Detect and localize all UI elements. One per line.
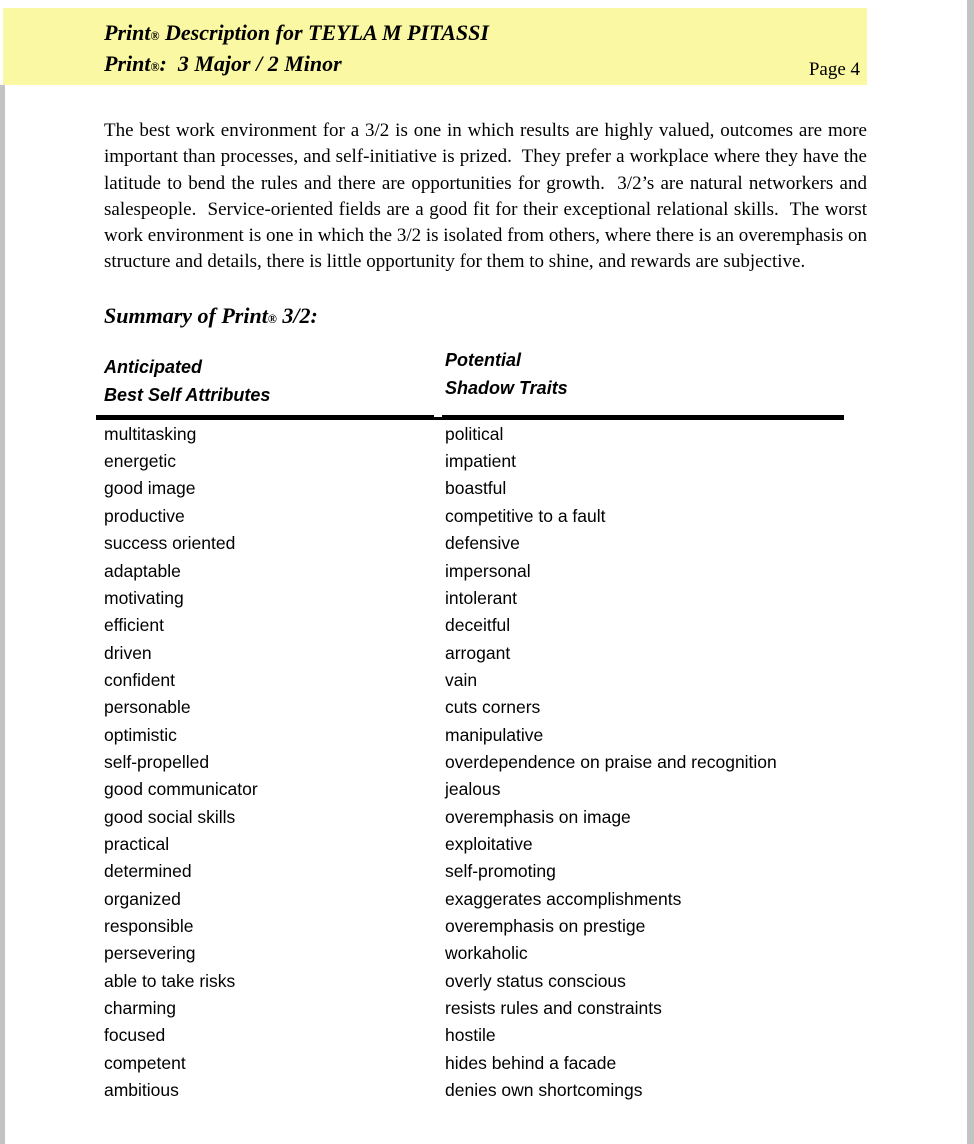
shadow-trait: vain xyxy=(445,669,478,690)
table-row xyxy=(104,1024,867,1051)
best-self-attribute: practical xyxy=(104,833,170,854)
shadow-trait: defensive xyxy=(445,533,520,554)
table-row xyxy=(104,477,867,504)
table-row xyxy=(104,696,867,723)
column-header-best-self xyxy=(104,353,445,409)
table-row xyxy=(104,833,867,860)
best-self-attribute: energetic xyxy=(104,451,176,472)
table-row xyxy=(104,423,867,450)
shadow-trait: hides behind a facade xyxy=(445,1052,617,1073)
table-row xyxy=(104,669,867,696)
best-self-attribute: focused xyxy=(104,1025,166,1046)
shadow-trait: deceitful xyxy=(445,615,511,636)
page-content xyxy=(104,85,872,1106)
best-self-attribute: ambitious xyxy=(104,1080,179,1101)
table-row xyxy=(104,450,867,477)
shadow-trait: self-promoting xyxy=(445,861,556,882)
shadow-trait: overly status conscious xyxy=(445,970,626,991)
best-self-attribute: good communicator xyxy=(104,779,258,800)
shadow-trait: hostile xyxy=(445,1025,496,1046)
summary-heading: Summary of Print® 3/2: xyxy=(104,302,318,328)
body-paragraph: The best work environment for a 3/2 is one in which results are highly valued, outcomes are more important than processes, and self-initiative is prized. They prefer a workplace where they have the latitude to bend the rules and there are opportunities for growth. 3/2’s are natural networkers and salespeople. Service-oriented fields are a good fit for their exceptional relational skills. The worst work environment is one in which the 3/2 is isolated from others, where there is an overemphasis on structure and details, there is little opportunity for them to shine, and rewards are subjective. xyxy=(104,120,872,273)
table-row xyxy=(104,806,867,833)
table-row xyxy=(104,1052,867,1079)
shadow-trait: impatient xyxy=(445,451,517,472)
table-row xyxy=(104,614,867,641)
table-row xyxy=(104,997,867,1024)
best-self-attribute: determined xyxy=(104,861,192,882)
best-self-attribute: good image xyxy=(104,478,196,499)
col1-header-line2: Best Self Attributes xyxy=(104,384,271,405)
col2-header-line1: Potential xyxy=(445,349,522,370)
shadow-trait: workaholic xyxy=(445,943,528,964)
shadow-trait: political xyxy=(445,423,504,444)
table-row xyxy=(104,860,867,887)
report-subtitle: Print®: 3 Major / 2 Minor xyxy=(104,51,342,76)
shadow-trait: exploitative xyxy=(445,833,533,854)
shadow-trait: jealous xyxy=(445,779,501,800)
table-row xyxy=(104,642,867,669)
shadow-trait: cuts corners xyxy=(445,697,541,718)
table-header-rule xyxy=(96,415,844,420)
rule-notch xyxy=(434,415,442,417)
best-self-attribute: competent xyxy=(104,1052,186,1073)
best-self-attribute: success oriented xyxy=(104,533,236,554)
shadow-trait: overdependence on praise and recognition xyxy=(445,751,777,772)
column-header-shadow-traits xyxy=(445,346,867,402)
col2-header-line2: Shadow Traits xyxy=(445,377,568,398)
report-title: Print® Description for TEYLA M PITASSI xyxy=(104,20,489,45)
table-header-row xyxy=(104,349,867,409)
table-row xyxy=(104,888,867,915)
best-self-attribute: able to take risks xyxy=(104,970,236,991)
table-row xyxy=(104,1079,867,1106)
best-self-attribute: responsible xyxy=(104,915,194,936)
shadow-trait: boastful xyxy=(445,478,507,499)
table-row xyxy=(104,915,867,942)
shadow-trait: denies own shortcomings xyxy=(445,1080,643,1101)
shadow-trait: competitive to a fault xyxy=(445,505,606,526)
shadow-trait: exaggerates accomplishments xyxy=(445,888,682,909)
traits-table xyxy=(104,423,867,1107)
best-self-attribute: charming xyxy=(104,998,176,1018)
best-self-attribute: good social skills xyxy=(104,806,236,827)
best-self-attribute: confident xyxy=(104,669,176,690)
table-row xyxy=(104,751,867,778)
best-self-attribute: optimistic xyxy=(104,724,177,745)
table-row xyxy=(104,505,867,532)
best-self-attribute: efficient xyxy=(104,615,164,636)
table-row xyxy=(104,587,867,614)
shadow-trait: impersonal xyxy=(445,560,531,581)
table-row xyxy=(104,970,867,997)
page-number: Page 4 xyxy=(808,59,860,80)
registered-mark: ® xyxy=(150,29,160,43)
header-titles xyxy=(104,19,489,81)
registered-mark: ® xyxy=(150,60,160,74)
col1-header-line1: Anticipated xyxy=(104,356,203,377)
shadow-trait: intolerant xyxy=(445,587,517,608)
shadow-trait: manipulative xyxy=(445,724,544,745)
table-row xyxy=(104,942,867,969)
page-edge-left xyxy=(0,85,5,1144)
best-self-attribute: motivating xyxy=(104,587,184,608)
best-self-attribute: adaptable xyxy=(104,560,181,581)
best-self-attribute: productive xyxy=(104,505,185,526)
shadow-trait: resists rules and constraints xyxy=(445,998,662,1018)
best-self-attribute: personable xyxy=(104,697,191,718)
registered-mark: ® xyxy=(267,311,277,326)
table-row xyxy=(104,778,867,805)
shadow-trait: overemphasis on image xyxy=(445,806,631,827)
best-self-attribute: persevering xyxy=(104,943,196,964)
shadow-trait: overemphasis on prestige xyxy=(445,915,646,936)
best-self-attribute: organized xyxy=(104,888,181,909)
best-self-attribute: multitasking xyxy=(104,423,197,444)
shadow-trait: arrogant xyxy=(445,642,511,663)
page-edge-right xyxy=(967,0,974,1144)
table-row xyxy=(104,560,867,587)
best-self-attribute: self-propelled xyxy=(104,751,210,772)
best-self-attribute: driven xyxy=(104,642,152,663)
table-row xyxy=(104,724,867,751)
table-row xyxy=(104,532,867,559)
header-band xyxy=(3,8,867,85)
